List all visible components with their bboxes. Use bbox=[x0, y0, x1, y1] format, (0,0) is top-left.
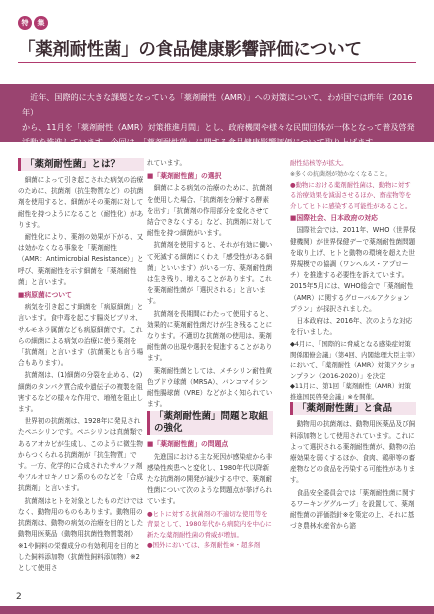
paragraph: 先進国における主な死因が感染症から非感染性疾患へと変化し、1980年代以降新たな抗菌剤の開発が減少する中で、薬剤耐性菌について次のような問題点が挙げられています。 bbox=[147, 452, 273, 506]
feature-badge-char-2: 集 bbox=[34, 16, 48, 30]
column-3 bbox=[290, 158, 416, 533]
title-divider bbox=[18, 62, 416, 63]
paragraph: 日本政府は、2016年、次のような対応を行いました。 bbox=[290, 317, 413, 337]
bullet-item: ◆11月に、第1回「薬剤耐性（AMR）対策推進国民啓発会議」※を開催。 bbox=[290, 382, 411, 401]
bullet-item: ●国外においては、多剤耐性※・超多剤 bbox=[147, 541, 261, 550]
column-1 bbox=[18, 158, 144, 575]
paragraph: 世界初の抗菌剤は、1928年に発見されたペニシリンです。ペニシリンは真菌類であるアオカビが生成し、このように微生物からつくられる抗菌剤が「抗生物質」です。一方、化学的に合成されたサルファ剤やフルオロキノロン系のものなどを「合成抗菌剤」と言います。 bbox=[18, 417, 144, 493]
paragraph: 薬剤耐性菌としては、メチシリン耐性黄色ブドウ球菌（MRSA）、バンコマイシン耐性腸球菌（VRE）などがよく知られています。 bbox=[147, 366, 273, 409]
section-heading-food: 「薬剤耐性菌」と食品 bbox=[290, 402, 416, 415]
subheading-pathogens: ■病原菌について bbox=[18, 291, 72, 300]
intro-line-3: 活動を推進しています。今回は、「薬剤耐性菌」に関する食品健康影響評価について取り上げます。 bbox=[22, 137, 381, 147]
column-2 bbox=[147, 158, 273, 551]
paragraph: 抗菌剤は、(1)細菌の分裂を止める、(2)細菌のタンパク質合成や遺伝子の複製を阻害するなどの様々な作用で、増殖を阻止します。 bbox=[18, 371, 144, 414]
intro-banner bbox=[0, 84, 434, 147]
paragraph: 抗菌剤を使用すると、それが有効に働いて死滅する細菌にくわえ「感受性がある細菌」といいます）がいる一方、薬剤耐性菌は生き残り、増えることがあります。これを薬剤耐性菌が「選択される」と言います。 bbox=[147, 241, 273, 306]
paragraph: 動物用の抗菌剤は、動物用医薬品及び飼料添加物として使用されています。これによって選択される薬剤耐性菌が、動物の治療効果を弱くするほか、食肉、鶏卵等の畜産物などの食品を汚染する可能性があります。 bbox=[290, 420, 416, 485]
paragraph: 細菌によって引き起こされた病気の治療のために、抗菌剤（抗生物質など）の抗菌剤を使用すると、細菌がその薬剤に対して耐性を持つようになること（耐性化）があります。 bbox=[18, 176, 144, 229]
subheading-problems: ■「薬剤耐性菌」の問題点 bbox=[147, 440, 229, 449]
paragraph: 細菌による病気の治療のために、抗菌剤を使用した場合、「抗菌剤を分解する酵素を出す」「抗菌剤の作用部分を変化させて結合できなくする」など、抗菌剤に対して耐性を持つ細菌がいます。 bbox=[147, 184, 273, 238]
footer-bar bbox=[0, 606, 434, 614]
paragraph: 抗菌剤を長期間にわたって使用すると、効果的に薬剤耐性菌だけが生き残ることになります。不適切な抗菌剤の使用は、薬剤耐性菌の出現や選択を促進することがあります。 bbox=[147, 309, 273, 363]
feature-badge bbox=[18, 16, 48, 30]
section-heading-what-is: 「薬剤耐性菌」とは？ bbox=[18, 158, 144, 171]
subheading-selection: ■「薬剤耐性菌」の選択 bbox=[147, 172, 222, 181]
feature-badge-char-1: 特 bbox=[18, 16, 32, 30]
footnote: ※多くの抗菌剤が効かなくなること。 bbox=[290, 170, 392, 178]
intro-line-2: から、11月を「薬剤耐性（AMR）対策推進月間」とし、政府機関や様々な民間団体が一体となって普及啓発 bbox=[22, 122, 415, 132]
paragraph: 病気を引き起こす細菌を「病原細菌」と言います。食中毒を起こす腸炎ビブリオ、サルモネラ属菌なども病原細菌です。これらの細菌による病気の治療に使う薬剤を「抗菌剤」と言います（抗菌薬とも言う場合もあります）。 bbox=[18, 303, 144, 368]
paragraph: 抗菌剤はヒトを対象としたものだけではなく、動物用のものもあります。動物用の抗菌剤は、動物の病気の治療を目的とした動物用医薬品（動物用抗菌性物質製剤）※1や飼料の栄養成分の有効利用を目的とした飼料添加物（抗菌性飼料添加物）※2として使用さ bbox=[18, 496, 144, 572]
subheading-international: ■国際社会、日本政府の対応 bbox=[290, 214, 378, 223]
paragraph: 国際社会では、2011年、WHO（世界保健機関）が世界保健デーで薬剤耐性菌問題を取り上げ、ヒトと動物の環境を超えた世界規模での協調（ワンヘルス・アプローチ）を推進する必要性を訴えています。2015年5月には、WHO総会で「薬剤耐性（AMR）に関するグローバルアクションプラン」が採択されました。 bbox=[290, 226, 416, 313]
section-heading-problem: 「薬剤耐性菌」問題と取組の強化 bbox=[147, 411, 273, 435]
page-number: 2 bbox=[16, 592, 22, 602]
bullet-item: ●動物における薬剤耐性菌は、動物に対する治療効果を減弱させるほか、畜産物等を介してヒトに感染する可能性があること。 bbox=[290, 180, 412, 210]
paragraph: 食品安全委員会では「薬剤耐性菌に関するワーキンググループ」を設置して、薬剤耐性菌の評価指針※を策定の上、それに基づき農林水産省から諮 bbox=[290, 488, 416, 531]
paragraph: 耐性化により、薬剤の効果が下がる、又は効かなくなる事象を「薬剤耐性（AMR：Antimicrobial Resistance）」と呼び、薬剤耐性を示す細菌を「薬剤耐性菌」と言います。 bbox=[18, 233, 144, 286]
bullet-item: ●ヒトに対する抗菌剤の不適切な使用等を背景として、1980年代から病院内を中心に新たな薬剤耐性菌の脅威が増加。 bbox=[147, 509, 272, 539]
bullet-item: 耐性結核等が拡大。 bbox=[290, 159, 348, 167]
page-title: 「薬剤耐性菌」の食品健康影響評価について bbox=[18, 40, 362, 60]
intro-line-1: 近年、国際的に大きな課題となっている「薬剤耐性（AMR）」への対策について、わが国では昨年（2016年） bbox=[22, 92, 413, 117]
bullet-item: ◆4月に、「国際的に脅威となる感染症対策関係閣僚会議」（第4回、内閣総理大臣主宰）において、「薬剤耐性（AMR）対策アクションプラン（2016-2020）」を決定 bbox=[290, 340, 416, 380]
paragraph: れています。 bbox=[147, 159, 187, 167]
